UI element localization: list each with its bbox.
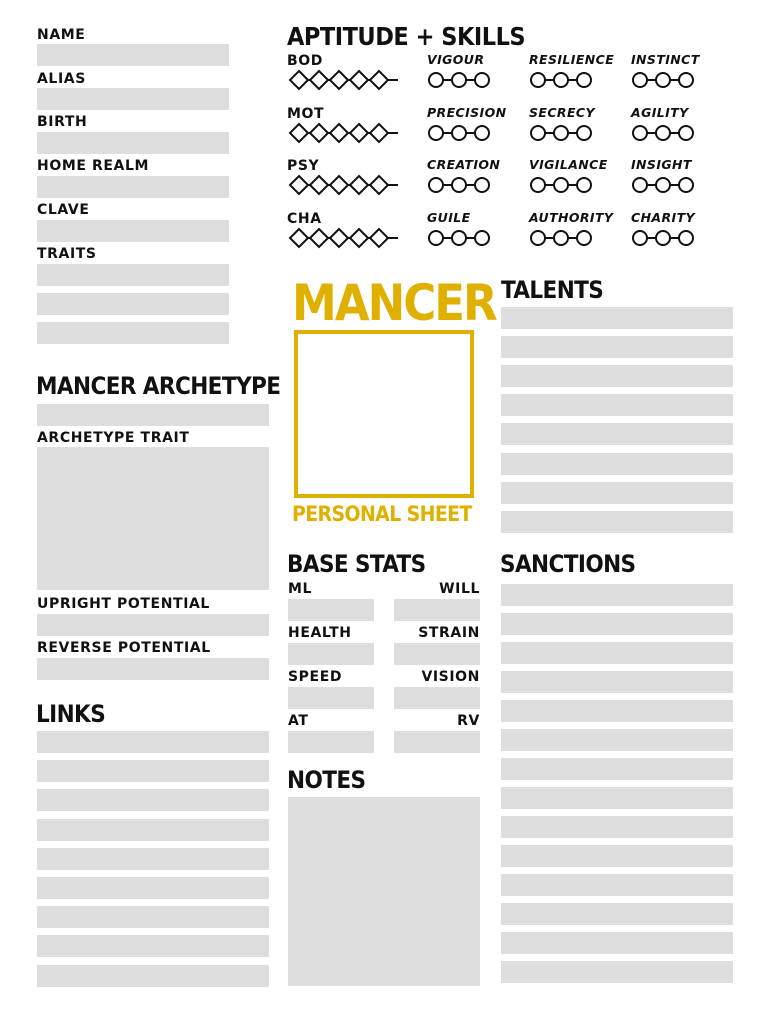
archetype-heading: MANCER ARCHETYPE (36, 372, 281, 400)
sanction-field[interactable] (501, 845, 733, 867)
skill-circle-track[interactable] (427, 123, 491, 143)
stat-field-left[interactable] (288, 731, 374, 753)
skill-circle[interactable] (679, 231, 693, 245)
skill-circle[interactable] (554, 126, 568, 140)
talent-field[interactable] (501, 394, 733, 416)
aptitude-diamond[interactable] (350, 71, 368, 89)
stat-field-left[interactable] (288, 643, 374, 665)
skill-label: RESILIENCE (529, 52, 615, 67)
base-stats-heading: BASE STATS (287, 550, 426, 578)
skill-label: SECRECY (529, 105, 595, 120)
skill-label: AUTHORITY (529, 210, 614, 225)
link-field[interactable] (37, 819, 269, 841)
skill-circle-track[interactable] (529, 70, 593, 90)
aptitude-diamond-track[interactable] (288, 69, 410, 91)
aptitude-skills-heading: APTITUDE + SKILLS (287, 22, 526, 51)
link-field[interactable] (37, 877, 269, 899)
skill-circle[interactable] (656, 231, 670, 245)
aptitude-diamond[interactable] (290, 176, 308, 194)
link-field[interactable] (37, 731, 269, 753)
skill-circle[interactable] (577, 178, 591, 192)
aptitude-label: MOT (287, 106, 325, 122)
skill-circle[interactable] (577, 231, 591, 245)
stat-label: HEALTH (288, 625, 352, 641)
link-field[interactable] (37, 906, 269, 928)
upright-potential-field[interactable] (37, 614, 269, 636)
talent-field[interactable] (501, 453, 733, 475)
skill-circle[interactable] (452, 126, 466, 140)
skill-circle-track[interactable] (631, 175, 695, 195)
alias-label: ALIAS (37, 71, 86, 87)
stat-label: STRAIN (418, 625, 480, 641)
skill-circle[interactable] (475, 231, 489, 245)
sanction-field[interactable] (501, 932, 733, 954)
skill-circle[interactable] (429, 178, 443, 192)
personal-sheet-subtitle: PERSONAL SHEET (292, 502, 472, 526)
stat-label: AT (288, 713, 309, 729)
skill-circle[interactable] (633, 231, 647, 245)
skill-circle[interactable] (475, 178, 489, 192)
portrait-frame[interactable] (294, 330, 474, 498)
notes-field[interactable] (288, 797, 480, 986)
aptitude-diamond[interactable] (370, 176, 388, 194)
aptitude-diamond-track[interactable] (288, 227, 410, 249)
aptitude-diamond[interactable] (350, 176, 368, 194)
skill-circle[interactable] (633, 73, 647, 87)
aptitude-diamond[interactable] (310, 124, 328, 142)
aptitude-label: BOD (287, 53, 323, 69)
link-field[interactable] (37, 848, 269, 870)
clave-label: CLAVE (37, 202, 90, 218)
skill-label: CREATION (427, 157, 501, 172)
sanction-field[interactable] (501, 787, 733, 809)
talent-field[interactable] (501, 307, 733, 329)
stat-label: VISION (421, 669, 480, 685)
traits-field[interactable] (37, 293, 229, 315)
talent-field[interactable] (501, 336, 733, 358)
traits-label: TRAITS (37, 246, 97, 262)
sanction-field[interactable] (501, 642, 733, 664)
skill-circle[interactable] (429, 73, 443, 87)
aptitude-diamond-track[interactable] (288, 174, 410, 196)
talent-field[interactable] (501, 365, 733, 387)
talents-heading: TALENTS (501, 276, 604, 304)
clave-field[interactable] (37, 220, 229, 242)
skill-circle-track[interactable] (631, 123, 695, 143)
stat-field-right[interactable] (394, 599, 480, 621)
stat-label: RV (457, 713, 480, 729)
stat-label: SPEED (288, 669, 343, 685)
skill-circle[interactable] (452, 73, 466, 87)
link-field[interactable] (37, 760, 269, 782)
aptitude-diamond[interactable] (310, 176, 328, 194)
skill-circle[interactable] (679, 178, 693, 192)
sanction-field[interactable] (501, 874, 733, 896)
sanction-field[interactable] (501, 613, 733, 635)
skill-circle[interactable] (656, 126, 670, 140)
skill-circle[interactable] (452, 231, 466, 245)
skill-circle-track[interactable] (529, 175, 593, 195)
talent-field[interactable] (501, 482, 733, 504)
aptitude-diamond[interactable] (290, 124, 308, 142)
skill-circle-track[interactable] (631, 228, 695, 248)
stat-field-left[interactable] (288, 687, 374, 709)
sanction-field[interactable] (501, 903, 733, 925)
skill-circle[interactable] (531, 126, 545, 140)
aptitude-diamond[interactable] (330, 124, 348, 142)
skill-circle[interactable] (531, 231, 545, 245)
skill-circle-track[interactable] (427, 70, 491, 90)
aptitude-diamond[interactable] (330, 229, 348, 247)
skill-circle[interactable] (531, 178, 545, 192)
skill-circle[interactable] (554, 73, 568, 87)
aptitude-label: CHA (287, 211, 322, 227)
skill-label: AGILITY (631, 105, 689, 120)
skill-circle-track[interactable] (427, 228, 491, 248)
stat-field-right[interactable] (394, 731, 480, 753)
archetype-field[interactable] (37, 404, 269, 426)
birth-label: BIRTH (37, 114, 88, 130)
sanction-field[interactable] (501, 729, 733, 751)
aptitude-diamond[interactable] (370, 229, 388, 247)
upright-potential-label: UPRIGHT POTENTIAL (37, 596, 210, 612)
archetype-trait-label: ARCHETYPE TRAIT (37, 430, 190, 446)
skill-circle[interactable] (475, 126, 489, 140)
stat-field-left[interactable] (288, 599, 374, 621)
skill-label: PRECISION (427, 105, 507, 120)
skill-label: VIGOUR (427, 52, 485, 67)
sanction-field[interactable] (501, 816, 733, 838)
skill-circle-track[interactable] (427, 175, 491, 195)
name-label: NAME (37, 27, 86, 43)
skill-circle[interactable] (577, 126, 591, 140)
skill-circle-track[interactable] (631, 70, 695, 90)
skill-circle[interactable] (679, 73, 693, 87)
sanction-field[interactable] (501, 758, 733, 780)
aptitude-diamond[interactable] (290, 71, 308, 89)
aptitude-diamond-track[interactable] (288, 122, 410, 144)
aptitude-diamond[interactable] (330, 71, 348, 89)
reverse-potential-field[interactable] (37, 658, 269, 680)
skill-label: VIGILANCE (529, 157, 608, 172)
stat-label: WILL (439, 581, 480, 597)
skill-label: INSIGHT (631, 157, 692, 172)
skill-circle[interactable] (679, 126, 693, 140)
sanctions-heading: SANCTIONS (500, 550, 636, 578)
skill-circle[interactable] (475, 73, 489, 87)
home-realm-field[interactable] (37, 176, 229, 198)
skill-label: INSTINCT (631, 52, 700, 67)
skill-circle[interactable] (577, 73, 591, 87)
skill-label: GUILE (427, 210, 471, 225)
notes-heading: NOTES (287, 766, 366, 794)
aptitude-diamond[interactable] (330, 176, 348, 194)
traits-field[interactable] (37, 322, 229, 344)
skill-circle[interactable] (452, 178, 466, 192)
reverse-potential-label: REVERSE POTENTIAL (37, 640, 211, 656)
stat-field-right[interactable] (394, 643, 480, 665)
aptitude-diamond[interactable] (310, 229, 328, 247)
aptitude-diamond[interactable] (310, 71, 328, 89)
sanction-field[interactable] (501, 961, 733, 983)
links-heading: LINKS (36, 700, 106, 728)
skill-circle[interactable] (554, 231, 568, 245)
skill-circle[interactable] (554, 178, 568, 192)
archetype-trait-field[interactable] (37, 447, 269, 590)
skill-circle[interactable] (531, 73, 545, 87)
name-field[interactable] (37, 44, 229, 66)
skill-circle[interactable] (429, 231, 443, 245)
traits-field[interactable] (37, 264, 229, 286)
birth-field[interactable] (37, 132, 229, 154)
link-field[interactable] (37, 965, 269, 987)
skill-circle[interactable] (656, 178, 670, 192)
skill-label: CHARITY (631, 210, 695, 225)
aptitude-diamond[interactable] (350, 124, 368, 142)
talent-field[interactable] (501, 423, 733, 445)
home-realm-label: HOME REALM (37, 158, 150, 174)
skill-circle-track[interactable] (529, 228, 593, 248)
skill-circle[interactable] (656, 73, 670, 87)
aptitude-diamond[interactable] (350, 229, 368, 247)
sanction-field[interactable] (501, 671, 733, 693)
mancer-title: MANCER (292, 274, 496, 332)
stat-field-right[interactable] (394, 687, 480, 709)
aptitude-diamond[interactable] (370, 71, 388, 89)
aptitude-label: PSY (287, 158, 320, 174)
aptitude-diamond[interactable] (290, 229, 308, 247)
skill-circle[interactable] (429, 126, 443, 140)
aptitude-diamond[interactable] (370, 124, 388, 142)
link-field[interactable] (37, 789, 269, 811)
link-field[interactable] (37, 935, 269, 957)
stat-label: ML (288, 581, 313, 597)
talent-field[interactable] (501, 511, 733, 533)
skill-circle[interactable] (633, 126, 647, 140)
alias-field[interactable] (37, 88, 229, 110)
sanction-field[interactable] (501, 700, 733, 722)
skill-circle[interactable] (633, 178, 647, 192)
skill-circle-track[interactable] (529, 123, 593, 143)
sanction-field[interactable] (501, 584, 733, 606)
